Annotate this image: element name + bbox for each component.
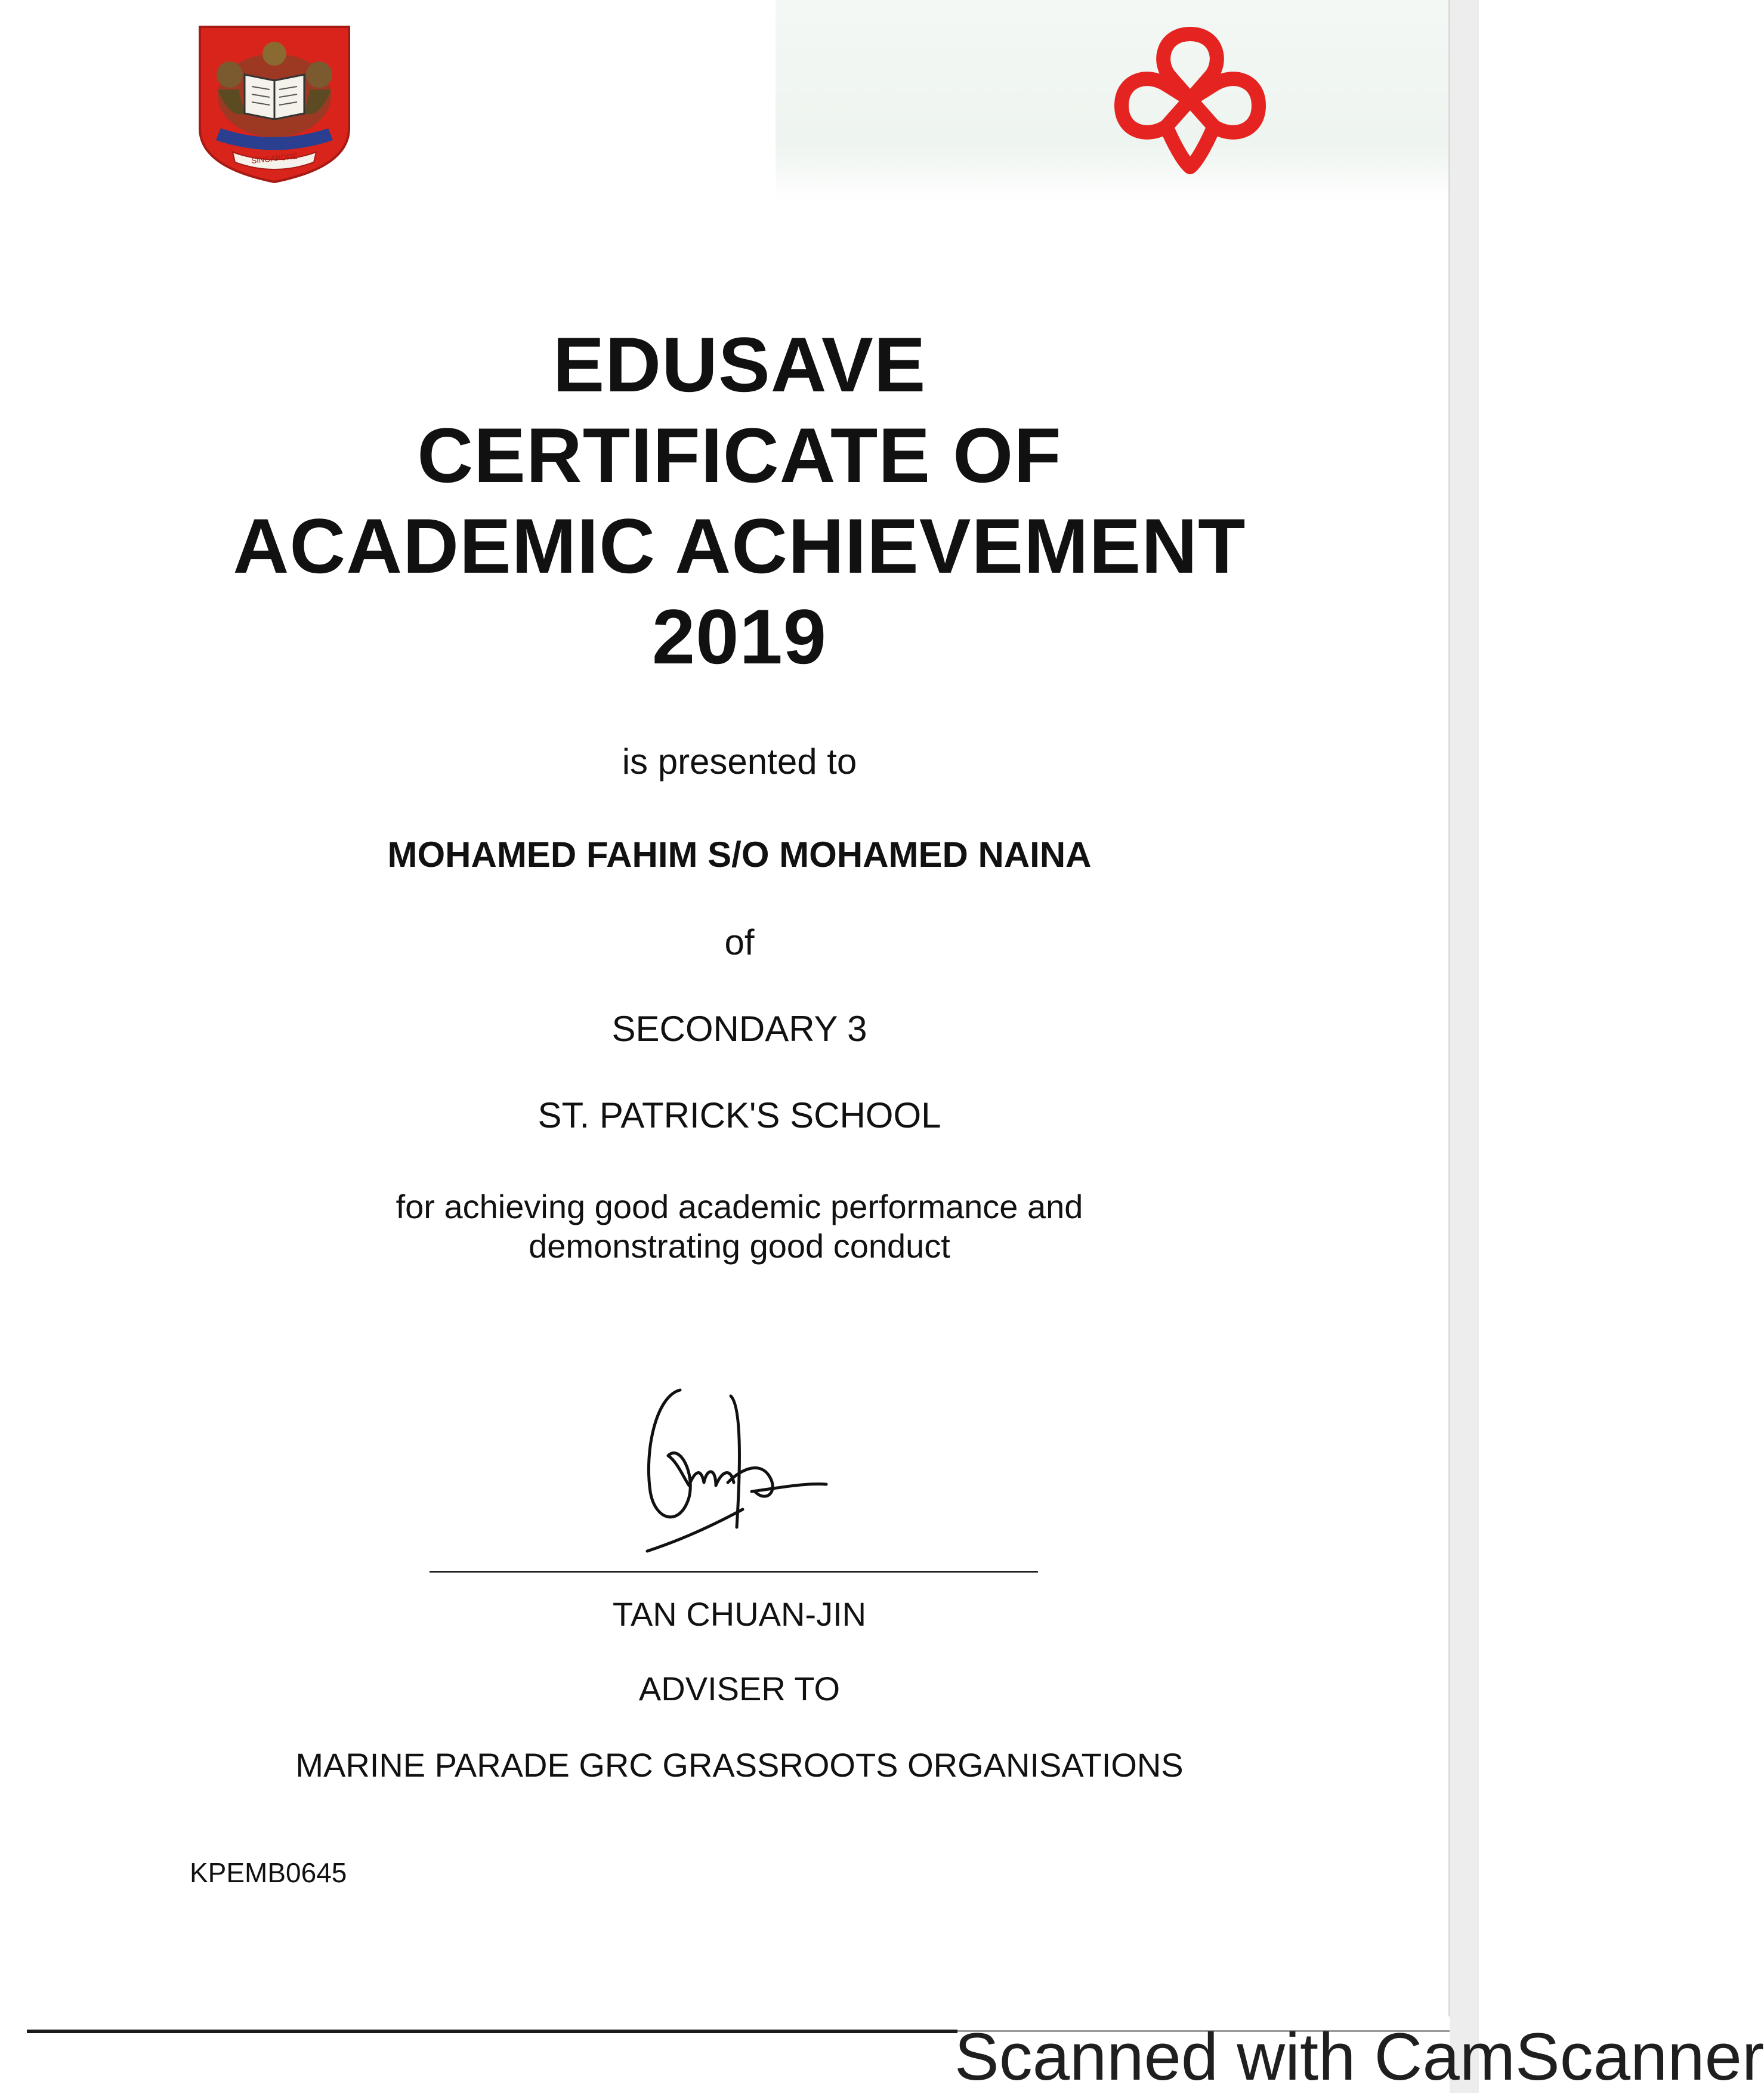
signatory-name: TAN CHUAN-JIN bbox=[612, 1595, 867, 1633]
signature-line bbox=[430, 1571, 1038, 1573]
signatory-organisation: MARINE PARADE GRC GRASSROOTS ORGANISATIONS bbox=[295, 1746, 1184, 1784]
title-line-edusave: EDUSAVE bbox=[552, 321, 926, 408]
crest-motto: SINGAPORE bbox=[251, 152, 298, 165]
award-reason bbox=[0, 1187, 1479, 1266]
title-line-certificate: CERTIFICATE OF bbox=[417, 412, 1062, 499]
bottom-rule bbox=[27, 2030, 957, 2033]
scanner-watermark bbox=[954, 2019, 1764, 2094]
peoples-association-logo-icon bbox=[1107, 19, 1274, 180]
reason-line-1: for achieving good academic performance and bbox=[396, 1188, 1083, 1225]
certificate-title bbox=[0, 319, 1479, 682]
signatory-role: ADVISER TO bbox=[638, 1670, 841, 1707]
recipient-name: MOHAMED FAHIM S/O MOHAMED NAINA bbox=[387, 835, 1092, 875]
school-name: ST. PATRICK'S SCHOOL bbox=[537, 1095, 941, 1135]
of-text: of bbox=[724, 922, 755, 962]
signature-icon bbox=[632, 1372, 847, 1569]
presented-to-text: is presented to bbox=[622, 742, 857, 782]
title-line-achievement: ACADEMIC ACHIEVEMENT bbox=[233, 502, 1246, 589]
reference-code: KPEMB0645 bbox=[190, 1857, 347, 1888]
scanner-watermark-text: Scanned with CamScanner bbox=[954, 2019, 1764, 2094]
reason-line-2: demonstrating good conduct bbox=[529, 1227, 950, 1265]
academic-level: SECONDARY 3 bbox=[611, 1009, 867, 1049]
title-line-year: 2019 bbox=[651, 593, 827, 680]
